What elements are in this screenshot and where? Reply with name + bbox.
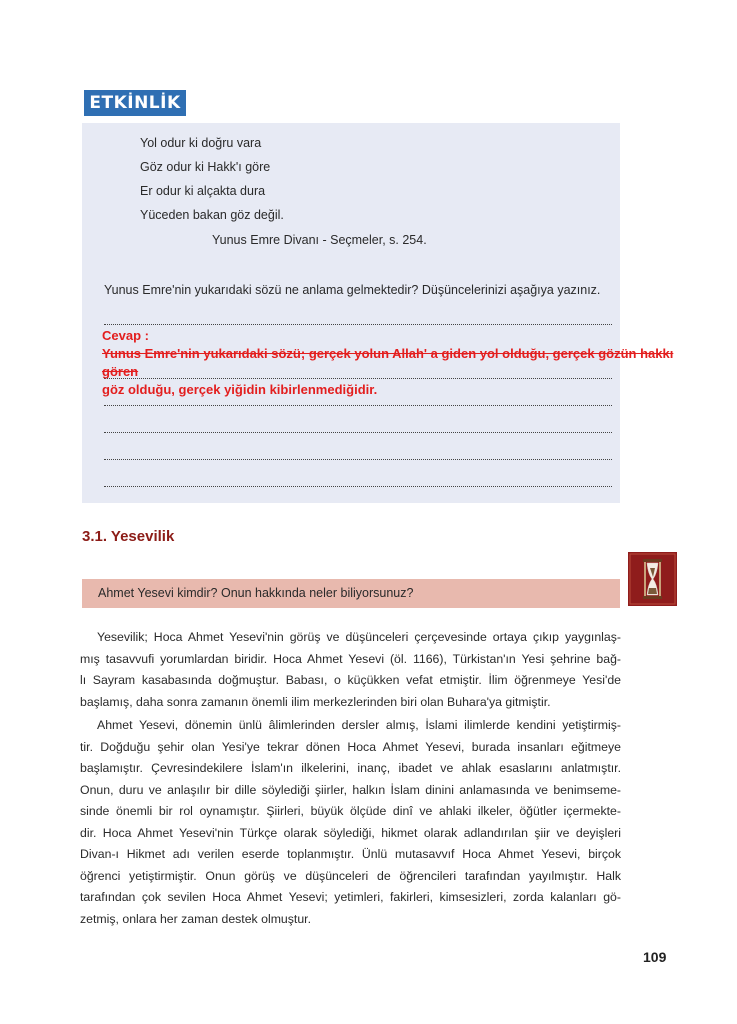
activity-badge: ETKİNLİK — [84, 90, 186, 116]
activity-question: Yunus Emre'nin yukarıdaki sözü ne anlama gelmektedir? Düşüncelerinizi aşağıya yazınız. — [104, 283, 601, 297]
poem-line: Göz odur ki Hakk'ı göre — [140, 160, 271, 174]
paragraph-line: Ahmet Yesevi, dönemin ünlü âlimlerinden dersler almış, İslami ilimlerde kendini yetiştirmiş- — [97, 718, 621, 732]
answer-text — [102, 345, 712, 399]
answer-line-1: Yunus Emre'nin yukarıdaki sözü; gerçek yolun Allah' a giden yol olduğu, gerçek gözün hakkı gören — [102, 346, 674, 379]
answer-line[interactable] — [104, 482, 612, 487]
paragraph-line: tir. Doğduğu şehir olan Yesi'ye tekrar dönen Hoca Ahmet Yesevi, burada insanları eğitmeye — [80, 739, 621, 754]
paragraph-line: Onun, duru ve anlaşılır bir dille söylediği şiirler, halkın İslam dinini anlamasında ve benimseme- — [80, 782, 621, 797]
paragraph-line: başlamıştır. Çevresindekilere İslam'ın ilkelerini, inanç, ibadet ve ahlak esaslarını anlatmıştır. — [80, 761, 621, 775]
answer-line[interactable] — [104, 428, 612, 433]
paragraph-line: başlamış, daha sonra zamanın önemli ilim merkezlerinden biri olan Buhara'ya gitmiştir. — [80, 694, 551, 709]
paragraph-line: lı Sayram kasabasında doğmuştur. Babası, o küçükken vefat etmiştir. İlim öğrenmeye Yesi'de — [80, 673, 621, 687]
answer-line[interactable] — [104, 455, 612, 460]
hourglass-icon — [628, 552, 677, 606]
paragraph-1 — [80, 627, 621, 713]
poem-line: Er odur ki alçakta dura — [140, 184, 266, 198]
poem-line: Yol odur ki doğru vara — [140, 136, 262, 150]
poem-line: Yüceden bakan göz değil. — [140, 208, 284, 222]
paragraph-2 — [80, 715, 621, 930]
paragraph-line: öğrenci yetiştirmiştir. Onun görüş ve düşünceleri de öğrencileri tarafından yayılmıştır. Halk — [80, 868, 621, 883]
answer-label: Cevap : — [102, 328, 149, 343]
answer-line-2: göz olduğu, gerçek yiğidin kibirlenmediğidir. — [102, 382, 378, 397]
activity-box — [82, 123, 620, 503]
page-number: 109 — [643, 949, 667, 965]
answer-line[interactable] — [104, 401, 612, 406]
poem-source: Yunus Emre Divanı - Seçmeler, s. 254. — [212, 233, 427, 247]
paragraph-line: tarafından çok sevilen Hoca Ahmet Yesevi; yetimleri, fakirleri, kimsesizleri, zorda kalanları gö- — [80, 890, 621, 904]
section-title: 3.1. Yesevilik — [82, 528, 175, 545]
paragraph-line: Divan-ı Hikmet adı verilen eserde toplanmıştır. Ünlü mutasavvıf Hoca Ahmet Yesevi, birçok — [80, 847, 621, 861]
paragraph-line: Yesevilik; Hoca Ahmet Yesevi'nin görüş ve düşünceleri çerçevesinde ortaya çıkıp yaygınlaş- — [97, 630, 621, 644]
paragraph-line: mış tasavvufi yorumlardan biridir. Hoca Ahmet Yesevi (öl. 1166), Türkistan'ın Yesi şehrine bağ- — [80, 651, 621, 666]
answer-line[interactable] — [104, 320, 612, 325]
section-question: Ahmet Yesevi kimdir? Onun hakkında neler biliyorsunuz? — [98, 586, 414, 600]
paragraph-line: zetmiş, onlara her zaman destek olmuştur. — [80, 911, 312, 926]
paragraph-line: dir. Hoca Ahmet Yesevi'nin Türkçe olarak söylediği, hikmet olarak adlandırılan şiir ve deyişleri — [80, 825, 621, 840]
paragraph-line: sinde önemli bir rol oynamıştır. Şiirleri, büyük ölçüde dinî ve ahlaki ilkeler, öğütler içermekte- — [80, 804, 621, 818]
